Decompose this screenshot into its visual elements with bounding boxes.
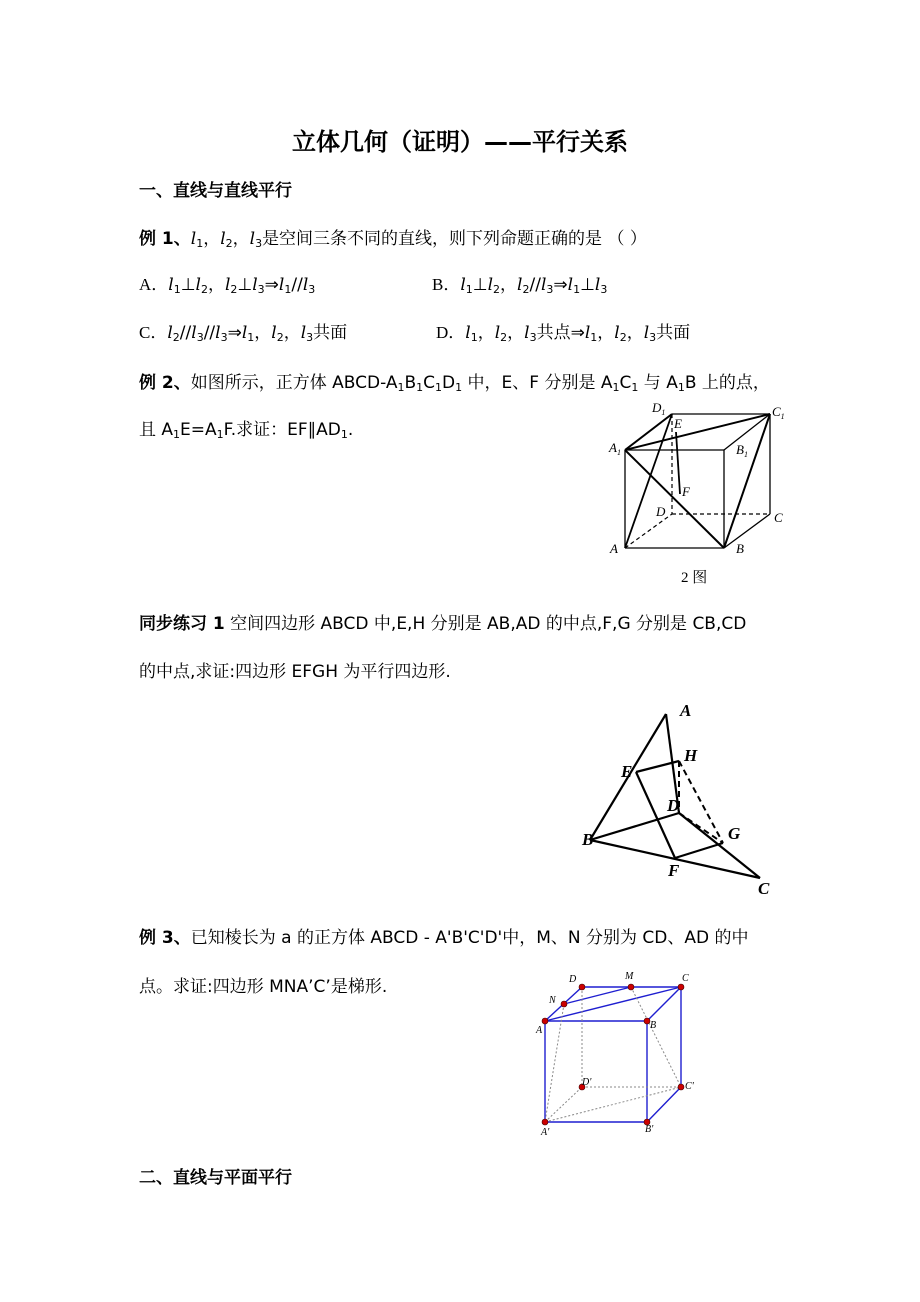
label-g: G — [728, 824, 741, 843]
label-d1: $D_1$ — [652, 400, 666, 417]
label-d: D — [667, 796, 680, 815]
hidden-edge-a-d — [625, 514, 672, 548]
page-title: 立体几何（证明）——平行关系 — [292, 128, 628, 156]
edge-bp-cp — [647, 1087, 681, 1122]
label-m: M — [625, 971, 634, 982]
label-f: F — [682, 484, 690, 499]
label-c: C — [682, 973, 689, 984]
example-3-line-1: 例 3、已知棱长为 a 的正方体 ABCD - A'B'C'D'中，M、N 分别为 CD、AD 的中 — [139, 928, 749, 948]
section-heading-line-line: 一、直线与直线平行 — [139, 181, 292, 201]
figure-2-cube — [600, 396, 800, 562]
point-cp — [678, 1084, 684, 1090]
label-c: C — [758, 879, 770, 898]
label-a: A — [680, 701, 692, 720]
segment-f-g — [675, 843, 723, 858]
practice-1-line-1: 同步练习 1 空间四边形 ABCD 中,E,H 分别是 AB,AD 的中点,F,G 分别是 CB,CD — [139, 614, 747, 634]
example-2-line-1: 例 2、如图所示，正方体 ABCD-$A_1B_1C_1D_1$ 中，E、F 分别是 $A_1C_1$ 与 $A_1B$ 上的点， — [139, 373, 770, 394]
diagonal-a1-b — [625, 450, 724, 548]
edge-b-c — [724, 514, 770, 548]
example-1-label: 例 1、 — [139, 229, 191, 249]
diagonal-a-d1 — [625, 414, 672, 548]
label-h: H — [684, 746, 698, 765]
option-c: C．$l_2//l_3//l_3\Rightarrow l_1$，$l_2$，$l_3$共面 — [139, 323, 348, 344]
label-b: B — [650, 1020, 657, 1031]
point-n — [561, 1001, 567, 1007]
label-b: B — [582, 830, 594, 849]
option-b: B．$l_1\perp l_2$，$l_2//l_3\Rightarrow l_1\perp l_3$ — [432, 275, 608, 296]
label-a: A — [536, 1025, 543, 1036]
label-n: N — [549, 995, 556, 1006]
section-heading-line-plane: 二、直线与平面平行 — [139, 1168, 292, 1188]
figure-3-cube — [530, 966, 710, 1138]
label-a1: $A_1$ — [609, 440, 621, 457]
label-e: E — [621, 762, 633, 781]
diagonal-a1-c1 — [625, 414, 770, 450]
point-d — [579, 984, 585, 990]
label-c: C — [774, 510, 783, 525]
edge-c-b — [647, 987, 681, 1021]
example-3-label: 例 3、 — [139, 928, 191, 948]
label-c1: $C_1$ — [772, 404, 785, 421]
hidden-edge-ap-dp — [545, 1087, 582, 1122]
label-bp: B' — [645, 1124, 654, 1135]
label-ap: A' — [541, 1127, 550, 1138]
segment-e-f — [676, 432, 680, 494]
example-1-stem: 例 1、$l_1$，$l_2$，$l_3$是空间三条不同的直线，则下列命题正确的是 （ ） — [139, 229, 647, 250]
label-f: F — [668, 861, 680, 880]
point-ap — [542, 1119, 548, 1125]
option-d: D．$l_1$，$l_2$，$l_3$共点$\Rightarrow l_1$，$l_2$，$l_3$共面 — [436, 323, 691, 344]
point-m — [628, 984, 634, 990]
label-e: E — [674, 416, 682, 431]
figure-2-caption: 2 图 — [681, 570, 708, 586]
option-a: A．$l_1\perp l_2$，$l_2\perp l_3\Rightarrow l_1//l_3$ — [139, 275, 316, 296]
hidden-diagonal-ap-cp — [545, 1087, 681, 1122]
label-d: D — [569, 974, 577, 985]
label-a: A — [610, 541, 618, 556]
label-b: B — [736, 541, 744, 556]
label-dp: D' — [582, 1077, 592, 1088]
figure-tetrahedron — [578, 698, 788, 898]
example-1-question: 是空间三条不同的直线，则下列命题正确的是 （ ） — [262, 229, 647, 249]
point-a — [542, 1018, 548, 1024]
example-3-line-2: 点。求证:四边形 MNA’C’是梯形. — [139, 977, 388, 997]
hidden-segment-m-cp — [631, 987, 681, 1087]
label-d: D — [656, 504, 666, 519]
practice-1-label: 同步练习 1 — [139, 614, 225, 634]
example-2-label: 例 2、 — [139, 373, 191, 393]
example-2-line-2: 且 $A_1E=A_1F$.求证：$EF\parallel AD_1$. — [139, 420, 354, 441]
label-b1: $B_1$ — [736, 442, 748, 459]
diagonal-b-c1 — [724, 414, 770, 548]
practice-1-line-2: 的中点,求证:四边形 EFGH 为平行四边形. — [139, 662, 451, 682]
point-c — [678, 984, 684, 990]
label-cp: C' — [685, 1081, 694, 1092]
